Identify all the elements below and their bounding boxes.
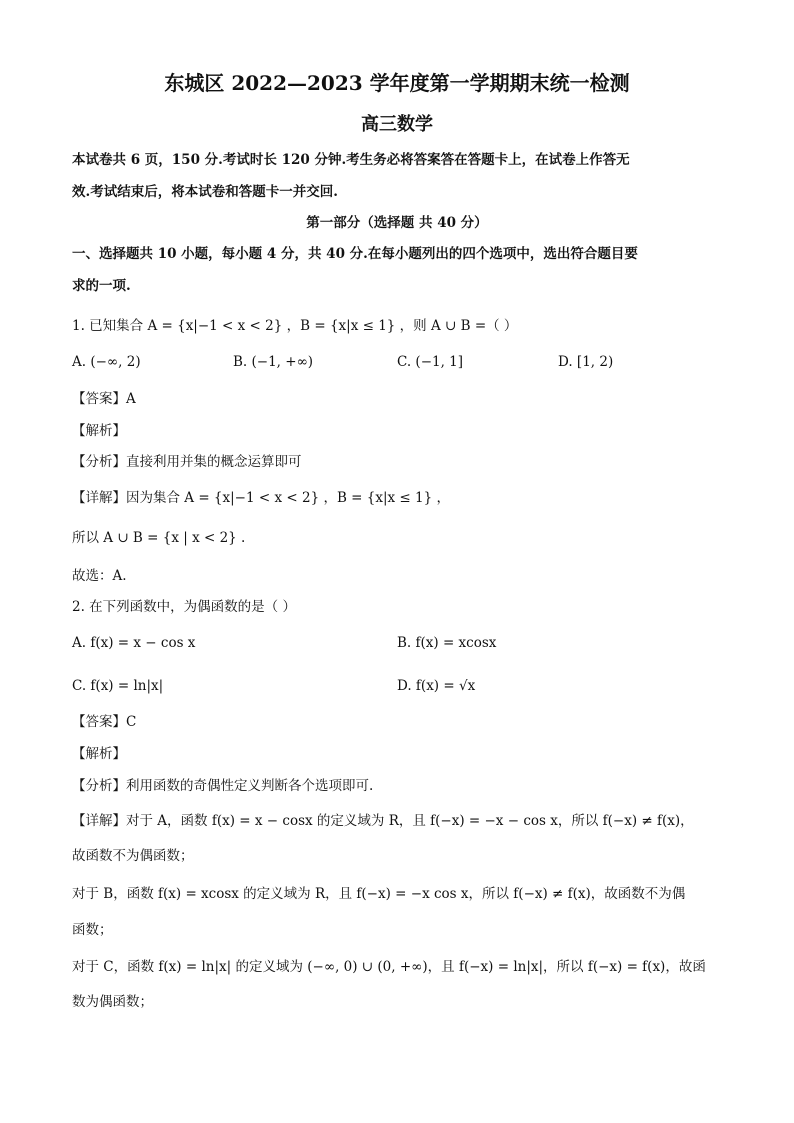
q2-option-a: A. f(x) = x − cos x bbox=[72, 635, 196, 651]
q2-stem: 2. 在下列函数中，为偶函数的是（ ） bbox=[72, 599, 296, 615]
q2-detail-b-2: 函数； bbox=[72, 922, 113, 938]
q2-answer: 【答案】C bbox=[72, 714, 137, 730]
section1-line-2: 求的一项. bbox=[72, 278, 131, 294]
q1-analysis-label: 【解析】 bbox=[72, 423, 126, 439]
q1-option-c: C. (−1, 1] bbox=[397, 354, 464, 370]
q1-answer: 【答案】A bbox=[72, 391, 136, 407]
q2-detail-a-1: 【详解】对于 A，函数 f(x) = x − cosx 的定义域为 R，且 f(−x) = −x − cos x，所以 f(−x) ≠ f(x)， bbox=[72, 813, 694, 829]
q2-detail-a-2: 故函数不为偶函数； bbox=[72, 848, 194, 864]
section1-line-1: 一、选择题共 10 小题，每小题 4 分，共 40 分.在每小题列出的四个选项中，选出符合题目要 bbox=[72, 246, 638, 262]
q1-fenxi: 【分析】直接利用并集的概念运算即可 bbox=[72, 454, 302, 470]
q1-option-d: D. [1, 2) bbox=[558, 354, 614, 370]
q1-detail-2: 所以 A ∪ B = {x | x < 2} . bbox=[72, 530, 246, 546]
q2-option-d: D. f(x) = √x bbox=[397, 678, 476, 694]
q2-detail-c-2: 数为偶函数； bbox=[72, 994, 153, 1010]
q2-option-b: B. f(x) = xcosx bbox=[397, 635, 497, 651]
q2-analysis-label: 【解析】 bbox=[72, 746, 126, 762]
q2-detail-b-1: 对于 B，函数 f(x) = xcosx 的定义域为 R，且 f(−x) = −x cos x，所以 f(−x) ≠ f(x)，故函数不为偶 bbox=[72, 886, 686, 902]
intro-line-2: 效.考试结束后，将本试卷和答题卡一并交回. bbox=[72, 184, 338, 200]
page-subtitle: 高三数学 bbox=[361, 114, 433, 135]
q1-conclusion: 故选：A. bbox=[72, 568, 127, 584]
q1-option-b: B. (−1, +∞) bbox=[233, 354, 314, 370]
q2-option-c: C. f(x) = ln|x| bbox=[72, 678, 164, 694]
q1-stem: 1. 已知集合 A = {x|−1 < x < 2} ，B = {x|x ≤ 1} ，则 A ∪ B =（ ） bbox=[72, 318, 518, 334]
part1-heading: 第一部分（选择题 共 40 分） bbox=[306, 215, 488, 231]
q1-option-a: A. (−∞, 2) bbox=[72, 354, 141, 370]
q2-fenxi: 【分析】利用函数的奇偶性定义判断各个选项即可. bbox=[72, 778, 374, 794]
q2-detail-c-1: 对于 C，函数 f(x) = ln|x| 的定义域为 (−∞, 0) ∪ (0, +∞)，且 f(−x) = ln|x|，所以 f(−x) = f(x)，故函 bbox=[72, 959, 706, 975]
page-title: 东城区 2022—2023 学年度第一学期期末统一检测 bbox=[164, 71, 630, 95]
q1-detail: 【详解】因为集合 A = {x|−1 < x < 2} ，B = {x|x ≤ 1} ， bbox=[72, 490, 450, 506]
intro-line-1: 本试卷共 6 页，150 分.考试时长 120 分钟.考生务必将答案答在答题卡上，在试卷上作答无 bbox=[72, 152, 630, 168]
